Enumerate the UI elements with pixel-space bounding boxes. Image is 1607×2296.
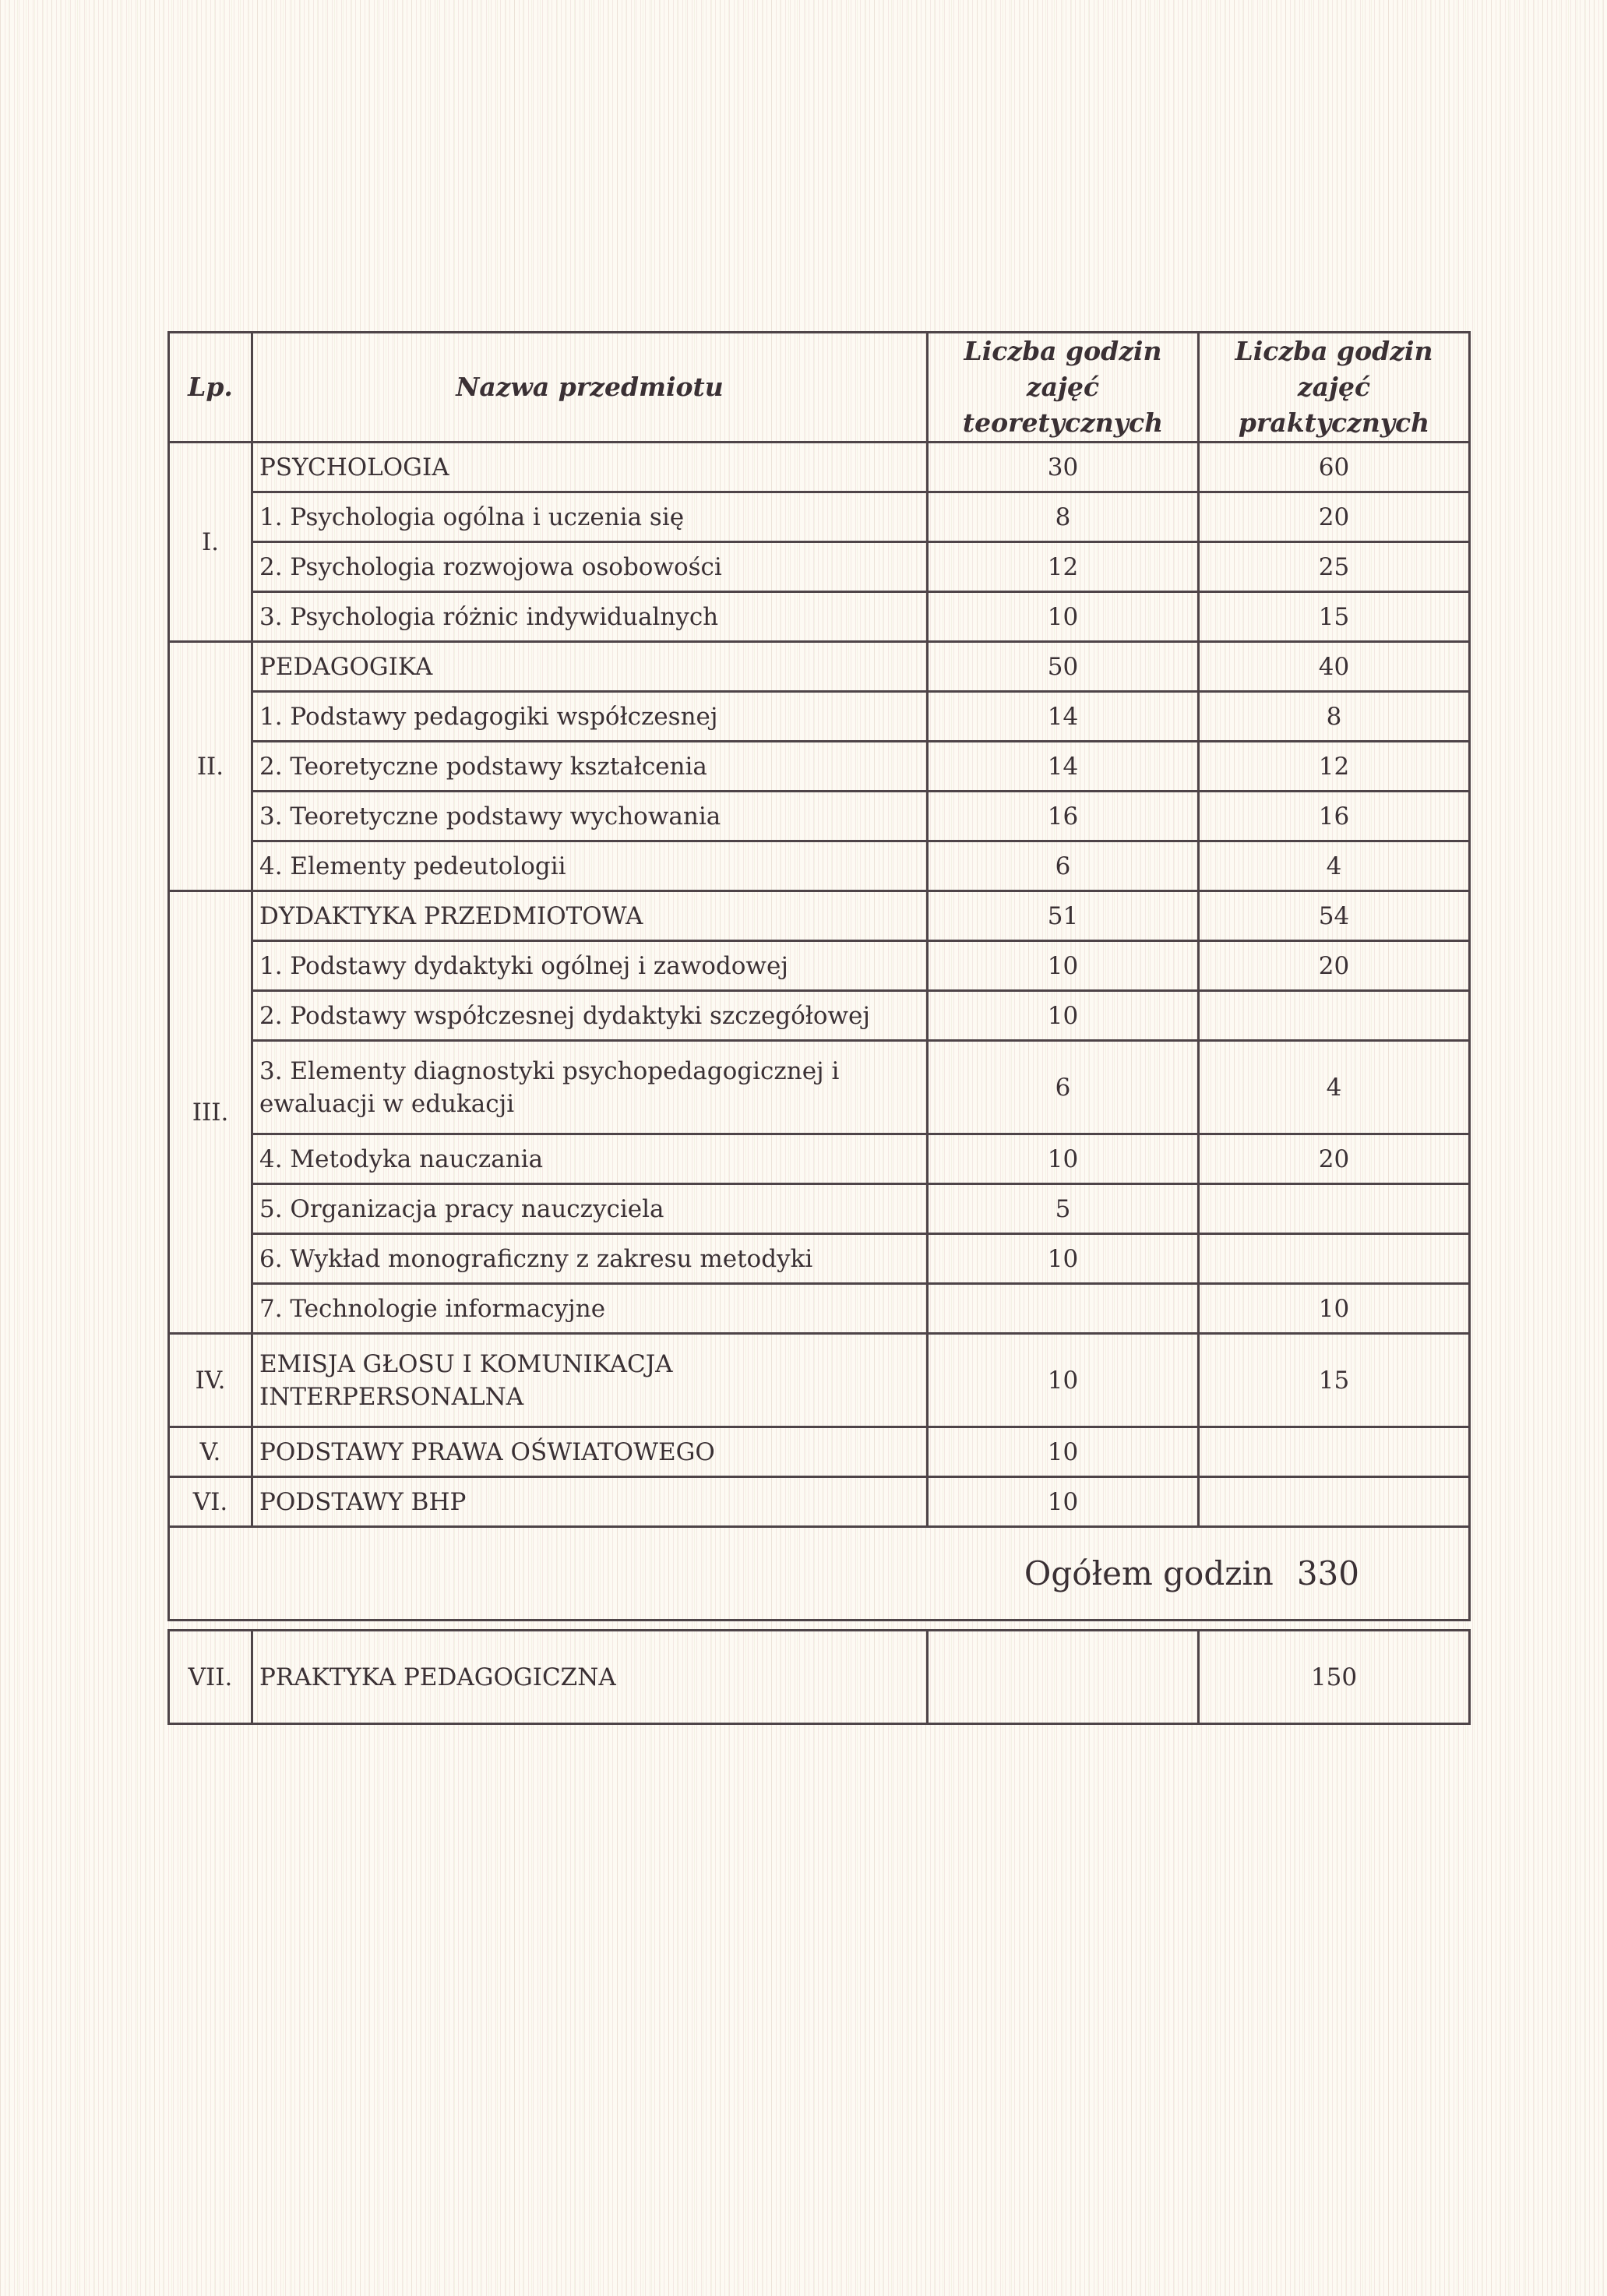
subject-name: 1. Psychologia ogólna i uczenia się: [252, 492, 928, 542]
section-number: II.: [169, 642, 252, 891]
subject-row: [169, 742, 1470, 792]
subject-name: 3. Psychologia różnic indywidualnych: [252, 592, 928, 642]
subject-row: [169, 1184, 1470, 1234]
subject-name: 3. Elementy diagnostyki psychopedagogicznej i ewaluacji w edukacji: [252, 1041, 928, 1134]
section-practice-hours: 15: [1199, 1334, 1470, 1427]
subject-row: [169, 792, 1470, 841]
subject-row: [169, 592, 1470, 642]
subject-row: [169, 941, 1470, 991]
section-theory-hours: 10: [928, 1334, 1199, 1427]
table-gap: [169, 1621, 1470, 1631]
subject-theory-hours: 10: [928, 1234, 1199, 1284]
subject-name: 2. Podstawy współczesnej dydaktyki szczegółowej: [252, 991, 928, 1041]
section-title: EMISJA GŁOSU I KOMUNIKACJA INTERPERSONALNA: [252, 1334, 928, 1427]
section-title: PEDAGOGIKA: [252, 642, 928, 692]
subject-practice-hours: 20: [1199, 492, 1470, 542]
subject-theory-hours: 14: [928, 692, 1199, 742]
section-number: I.: [169, 443, 252, 642]
curriculum-table: [167, 331, 1471, 1725]
subject-practice-hours: 8: [1199, 692, 1470, 742]
table-body: [169, 443, 1470, 1724]
subject-row: [169, 542, 1470, 592]
section-number: VII.: [169, 1631, 252, 1724]
subject-theory-hours: 10: [928, 991, 1199, 1041]
subject-theory-hours: [928, 1284, 1199, 1334]
total-value: 330: [1296, 1554, 1359, 1592]
section-title: DYDAKTYKA PRZEDMIOTOWA: [252, 891, 928, 941]
subject-name: 2. Teoretyczne podstawy kształcenia: [252, 742, 928, 792]
section-row: [169, 1631, 1470, 1724]
subject-practice-hours: 20: [1199, 1134, 1470, 1184]
subject-practice-hours: [1199, 1184, 1470, 1234]
section-practice-hours: 150: [1199, 1631, 1470, 1724]
header-lp: Lp.: [169, 333, 252, 443]
subject-practice-hours: 4: [1199, 1041, 1470, 1134]
section-number: IV.: [169, 1334, 252, 1427]
section-title: PODSTAWY BHP: [252, 1477, 928, 1527]
section-number: VI.: [169, 1477, 252, 1527]
section-practice-hours: 60: [1199, 443, 1470, 492]
subject-row: [169, 1284, 1470, 1334]
section-theory-hours: 51: [928, 891, 1199, 941]
subject-practice-hours: 15: [1199, 592, 1470, 642]
subject-name: 7. Technologie informacyjne: [252, 1284, 928, 1334]
subject-name: 3. Teoretyczne podstawy wychowania: [252, 792, 928, 841]
section-theory-hours: 10: [928, 1427, 1199, 1477]
total-cell: [169, 1527, 1470, 1621]
section-practice-hours: [1199, 1477, 1470, 1527]
subject-theory-hours: 10: [928, 941, 1199, 991]
subject-theory-hours: 6: [928, 1041, 1199, 1134]
table-header: [169, 333, 1470, 443]
total-row: [169, 1527, 1470, 1621]
subject-row: [169, 692, 1470, 742]
section-theory-hours: 30: [928, 443, 1199, 492]
subject-row: [169, 1234, 1470, 1284]
subject-name: 4. Metodyka nauczania: [252, 1134, 928, 1184]
subject-name: 6. Wykład monograficzny z zakresu metodyki: [252, 1234, 928, 1284]
subject-name: 4. Elementy pedeutologii: [252, 841, 928, 891]
subject-practice-hours: 25: [1199, 542, 1470, 592]
subject-practice-hours: 20: [1199, 941, 1470, 991]
subject-row: [169, 492, 1470, 542]
section-number: V.: [169, 1427, 252, 1477]
subject-theory-hours: 8: [928, 492, 1199, 542]
section-theory-hours: 10: [928, 1477, 1199, 1527]
subject-theory-hours: 14: [928, 742, 1199, 792]
section-row: [169, 1477, 1470, 1527]
subject-practice-hours: 10: [1199, 1284, 1470, 1334]
subject-theory-hours: 5: [928, 1184, 1199, 1234]
section-number: III.: [169, 891, 252, 1334]
section-row: [169, 1427, 1470, 1477]
subject-theory-hours: 6: [928, 841, 1199, 891]
subject-name: 1. Podstawy pedagogiki współczesnej: [252, 692, 928, 742]
subject-practice-hours: [1199, 1234, 1470, 1284]
section-row: [169, 642, 1470, 692]
section-title: PSYCHOLOGIA: [252, 443, 928, 492]
subject-practice-hours: 12: [1199, 742, 1470, 792]
subject-row: [169, 1041, 1470, 1134]
subject-row: [169, 841, 1470, 891]
subject-name: 2. Psychologia rozwojowa osobowości: [252, 542, 928, 592]
section-row: [169, 443, 1470, 492]
section-title: PRAKTYKA PEDAGOGICZNA: [252, 1631, 928, 1724]
subject-practice-hours: 4: [1199, 841, 1470, 891]
section-practice-hours: [1199, 1427, 1470, 1477]
subject-theory-hours: 12: [928, 542, 1199, 592]
subject-theory-hours: 16: [928, 792, 1199, 841]
subject-practice-hours: [1199, 991, 1470, 1041]
subject-theory-hours: 10: [928, 592, 1199, 642]
section-row: [169, 891, 1470, 941]
subject-practice-hours: 16: [1199, 792, 1470, 841]
total-label: Ogółem godzin: [1024, 1554, 1274, 1592]
section-theory-hours: 50: [928, 642, 1199, 692]
section-practice-hours: 54: [1199, 891, 1470, 941]
section-theory-hours: [928, 1631, 1199, 1724]
header-theory-hours: Liczba godzin zajęć teoretycznych: [928, 333, 1199, 443]
section-practice-hours: 40: [1199, 642, 1470, 692]
subject-name: 1. Podstawy dydaktyki ogólnej i zawodowej: [252, 941, 928, 991]
subject-theory-hours: 10: [928, 1134, 1199, 1184]
subject-row: [169, 991, 1470, 1041]
subject-name: 5. Organizacja pracy nauczyciela: [252, 1184, 928, 1234]
header-practice-hours: Liczba godzin zajęć praktycznych: [1199, 333, 1470, 443]
header-row: [169, 333, 1470, 443]
subject-row: [169, 1134, 1470, 1184]
section-title: PODSTAWY PRAWA OŚWIATOWEGO: [252, 1427, 928, 1477]
header-subject-name: Nazwa przedmiotu: [252, 333, 928, 443]
section-row: [169, 1334, 1470, 1427]
